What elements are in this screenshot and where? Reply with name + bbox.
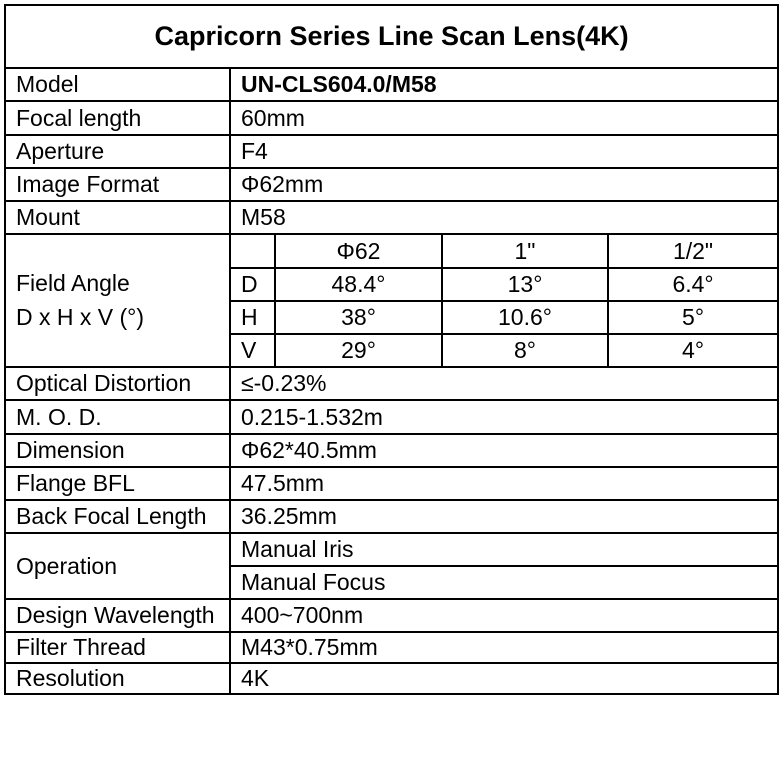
- row-value: 4K: [230, 663, 778, 694]
- row-value: M43*0.75mm: [230, 632, 778, 663]
- field-angle-axis: D: [230, 268, 275, 301]
- table-title: Capricorn Series Line Scan Lens(4K): [5, 5, 778, 68]
- row-value: Φ62*40.5mm: [230, 434, 778, 467]
- row-operation-iris: [5, 533, 778, 566]
- field-angle-label: [5, 234, 230, 367]
- row-value: 60mm: [230, 101, 778, 135]
- row-label: Filter Thread: [5, 632, 230, 663]
- row-mount: [5, 201, 778, 234]
- field-angle-label-line1: Field Angle: [16, 270, 130, 297]
- row-value: F4: [230, 135, 778, 168]
- row-value: 36.25mm: [230, 500, 778, 533]
- row-design-wavelength: [5, 599, 778, 632]
- row-back-focal-length: [5, 500, 778, 533]
- row-label: Focal length: [5, 101, 230, 135]
- field-angle-column-header: 1/2": [608, 234, 778, 268]
- row-label: Image Format: [5, 168, 230, 201]
- row-focal-length: [5, 101, 778, 135]
- field-angle-cell: 4°: [608, 334, 778, 367]
- row-label: Optical Distortion: [5, 367, 230, 400]
- row-value: Φ62mm: [230, 168, 778, 201]
- row-label: Operation: [5, 533, 230, 599]
- field-angle-cell: 10.6°: [442, 301, 608, 334]
- lens-spec-table: [4, 4, 779, 695]
- row-value: UN-CLS604.0/M58: [230, 68, 778, 101]
- row-resolution: [5, 663, 778, 694]
- row-label: Mount: [5, 201, 230, 234]
- row-filter-thread: [5, 632, 778, 663]
- row-flange-bfl: [5, 467, 778, 500]
- row-label: M. O. D.: [5, 400, 230, 434]
- row-value: 0.215-1.532m: [230, 400, 778, 434]
- row-image-format: [5, 168, 778, 201]
- row-label: Design Wavelength: [5, 599, 230, 632]
- field-angle-cell: 48.4°: [275, 268, 442, 301]
- field-angle-cell: 13°: [442, 268, 608, 301]
- row-value: 47.5mm: [230, 467, 778, 500]
- row-value: 400~700nm: [230, 599, 778, 632]
- row-label: Flange BFL: [5, 467, 230, 500]
- row-aperture: [5, 135, 778, 168]
- field-angle-label-line2: D x H x V (°): [16, 303, 145, 330]
- row-label: Aperture: [5, 135, 230, 168]
- field-angle-cell: 5°: [608, 301, 778, 334]
- field-angle-cell: 8°: [442, 334, 608, 367]
- row-field-angle-header: [5, 234, 778, 268]
- row-label: Back Focal Length: [5, 500, 230, 533]
- row-label: Resolution: [5, 663, 230, 694]
- field-angle-axis: V: [230, 334, 275, 367]
- field-angle-cell: 6.4°: [608, 268, 778, 301]
- row-label: Model: [5, 68, 230, 101]
- row-value: Manual Iris: [230, 533, 778, 566]
- row-value: M58: [230, 201, 778, 234]
- row-mod: [5, 400, 778, 434]
- row-dimension: [5, 434, 778, 467]
- row-label: Dimension: [5, 434, 230, 467]
- field-angle-column-header: Φ62: [275, 234, 442, 268]
- field-angle-cell: 38°: [275, 301, 442, 334]
- field-angle-column-header: 1": [442, 234, 608, 268]
- row-value: Manual Focus: [230, 566, 778, 599]
- field-angle-axis: H: [230, 301, 275, 334]
- row-model: [5, 68, 778, 101]
- field-angle-cell: 29°: [275, 334, 442, 367]
- field-angle-corner-cell: [230, 234, 275, 268]
- row-value: ≤-0.23%: [230, 367, 778, 400]
- row-optical-distortion: [5, 367, 778, 400]
